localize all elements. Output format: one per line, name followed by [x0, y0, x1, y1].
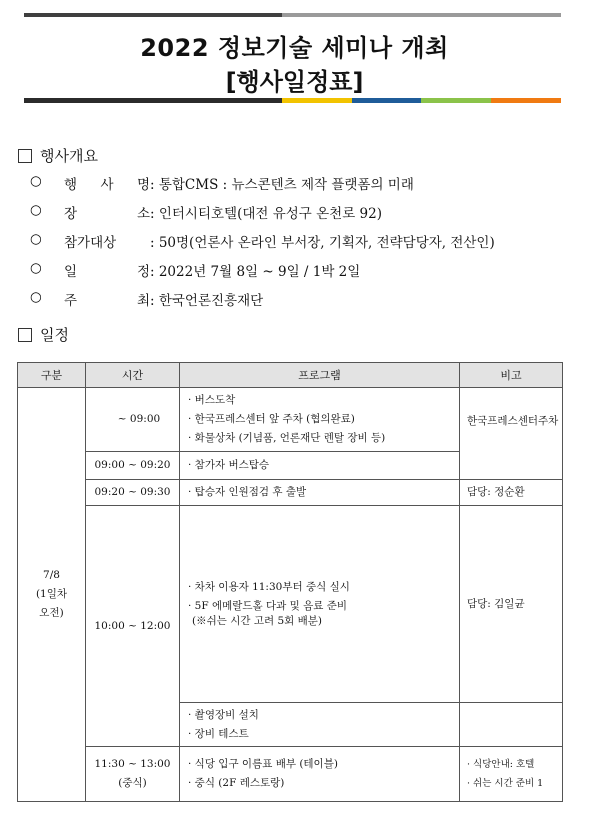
- table-row: [18, 747, 563, 802]
- overview-item: [30, 289, 495, 318]
- overview-item-label: 행 사 명: [64, 177, 150, 193]
- column-header: 구분: [18, 363, 86, 388]
- note-cell: 한국프레스센터주차: [460, 388, 563, 480]
- circle-bullet-icon: ○: [30, 231, 42, 247]
- note-cell: 담당: 김일균: [460, 506, 563, 703]
- schedule-heading: 일정: [18, 324, 69, 345]
- note-cell: · 식당안내: 호텔 · 쉬는 시간 준비 1: [460, 747, 563, 802]
- overview-item-label: 주 최: [64, 293, 150, 309]
- overview-list: [30, 173, 495, 318]
- note-cell: [460, 703, 563, 747]
- table-row: [18, 480, 563, 506]
- table-row: [18, 388, 563, 452]
- time-cell: ~ 09:00: [86, 388, 180, 452]
- table-row: [18, 506, 563, 703]
- page-title: 2022 정보기술 세미나 개최: [140, 34, 449, 62]
- overview-item-value: : 통합CMS : 뉴스콘텐츠 제작 플랫폼의 미래: [150, 177, 414, 193]
- circle-bullet-icon: ○: [30, 173, 42, 189]
- time-cell: 10:00 ~ 12:00: [86, 506, 180, 747]
- title-top-rule: [24, 13, 561, 17]
- program-cell: · 차차 이용자 11:30부터 중식 실시 · 5F 에메랄드홀 다과 및 음료 준비 (※쉬는 시간 고려 5회 배분): [180, 506, 460, 703]
- circle-bullet-icon: ○: [30, 289, 42, 305]
- overview-item-value: : 2022년 7월 8일 ~ 9일 / 1박 2일: [150, 264, 361, 280]
- circle-bullet-icon: ○: [30, 260, 42, 276]
- program-cell: · 탑승자 인원점검 후 출발: [180, 480, 460, 506]
- program-cell: · 식당 입구 이름표 배부 (테이블) · 중식 (2F 레스토랑): [180, 747, 460, 802]
- time-cell: 11:30 ~ 13:00 (중식): [86, 747, 180, 802]
- overview-item-label: 장 소: [64, 206, 150, 222]
- page-subtitle: [행사일정표]: [225, 68, 364, 96]
- overview-item: [30, 260, 495, 289]
- program-cell: · 촬영장비 설치 · 장비 테스트: [180, 703, 460, 747]
- overview-item-label: 참가대상: [64, 235, 117, 251]
- note-cell: 담당: 정순환: [460, 480, 563, 506]
- time-cell: 09:20 ~ 09:30: [86, 480, 180, 506]
- column-header: 프로그램: [180, 363, 460, 388]
- table-header-row: [18, 363, 563, 388]
- overview-item: [30, 202, 495, 231]
- circle-bullet-icon: ○: [30, 202, 42, 218]
- checkbox-square-icon: [18, 328, 32, 342]
- overview-item-value: : 한국언론진흥재단: [150, 293, 264, 309]
- schedule-table: [17, 362, 563, 802]
- checkbox-square-icon: [18, 149, 32, 163]
- column-header: 비고: [460, 363, 563, 388]
- column-header: 시간: [86, 363, 180, 388]
- time-cell: 09:00 ~ 09:20: [86, 452, 180, 480]
- overview-item-value: : 인터시티호텔(대전 유성구 온천로 92): [150, 206, 382, 222]
- program-cell: · 참가자 버스탑승: [180, 452, 460, 480]
- overview-item: [30, 173, 495, 202]
- overview-item: [30, 231, 495, 260]
- overview-item-label: 일 정: [64, 264, 150, 280]
- overview-item-value: : 50명(언론사 온라인 부서장, 기획자, 전략담당자, 전산인): [150, 235, 495, 251]
- day-cell: 7/8 (1일차 오전): [18, 388, 86, 802]
- title-color-rule: [24, 98, 561, 103]
- overview-heading: 행사개요: [18, 145, 98, 166]
- program-cell: · 버스도착 · 한국프레스센터 앞 주차 (협의완료) · 화물상차 (기념품, 언론재단 렌탈 장비 등): [180, 388, 460, 452]
